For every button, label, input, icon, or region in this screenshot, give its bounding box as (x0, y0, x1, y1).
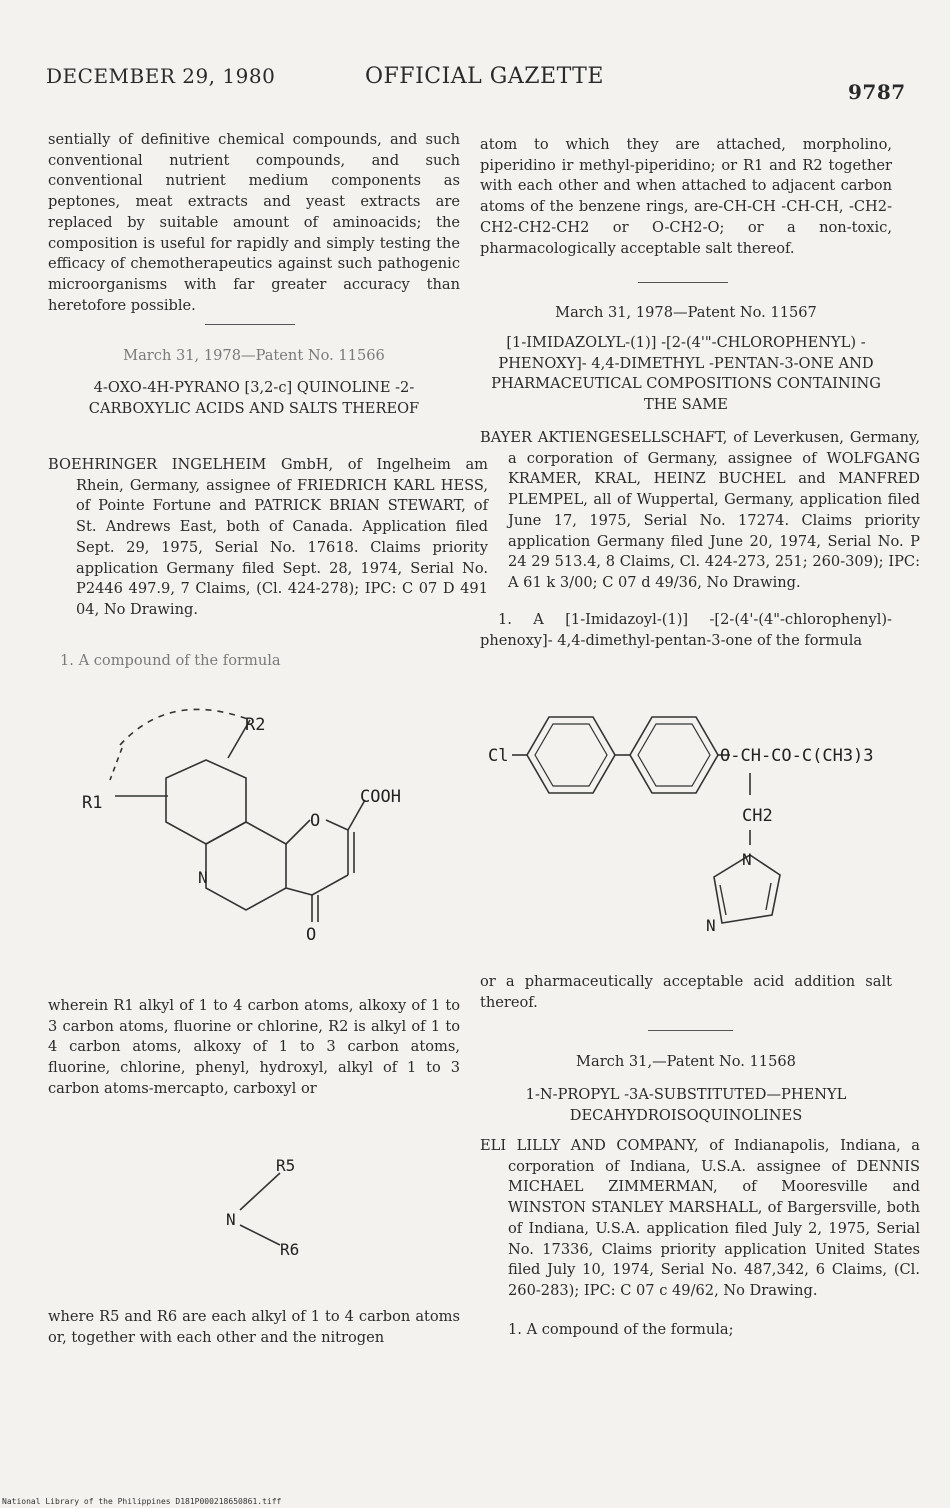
r1-label: R1 (82, 793, 103, 813)
left-intro-paragraph: sentially of definitive chemical compounds, and such conventional nutrient compounds, and such conventional nutrient medium components as peptones, meat extracts and yeast extracts are replaced by suitable amount of aminoacids; the composition is useful for rapidly and simply testing the efficacy of chemotherapeutics against such pathogenic microorganisms with far greater accuracy than heretofore possible. (48, 131, 460, 314)
patent-11566-claim-intro: 1. A compound of the formula (60, 652, 281, 669)
patent-11568-assignee: ELI LILLY AND COMPANY, of Indianapolis, Indiana, a corporation of Indiana, U.S.A. assignee of DENNIS MICHAEL ZIMMERMAN, of Mooresville and WINSTON STANLEY MARSHALL, of Bargersville, both of Indiana, U.S.A. application filed July 2, 1975, Serial No. 17336, Claims priority application United States filed July 10, 1974, Serial No. 487,342, 6 Claims, (Cl. 260-283); IPC: C 07 c 49/62, No Drawing. (480, 1137, 920, 1299)
scan-footer: National Library of the Philippines D181P000218650861.tiff (2, 1497, 282, 1506)
patent-11566-where-clause: where R5 and R6 are each alkyl of 1 to 4 carbon atoms or, together with each other and the nitrogen (48, 1308, 460, 1346)
patent-11568-date: March 31,—Patent No. 11568 (576, 1053, 796, 1070)
pyranoquinoline-structure-diagram (60, 690, 460, 950)
ketone-oxygen-label: O (306, 925, 317, 945)
patent-11566-date: March 31, 1978—Patent No. 11566 (123, 347, 385, 364)
chlorine-label: Cl (488, 746, 509, 766)
patent-11566-title: 4-OXO-4H-PYRANO [3,2-c] QUINOLINE -2-CARBOXYLIC ACIDS AND SALTS THEREOF (88, 379, 420, 417)
imidazolyl-biphenyl-structure-diagram (482, 705, 902, 940)
ring-nitrogen-label: N (198, 868, 208, 887)
section-divider (205, 324, 295, 325)
gazette-title: OFFICIAL GAZETTE (365, 64, 604, 89)
patent-11567-title: [1-IMIDAZOLYL-(1)] -[2-(4'"-CHLOROPHENYL) -PHENOXY]- 4,4-DIMETHYL -PENTAN-3-ONE AND PHARMACEUTICAL COMPOSITIONS CONTAINING THE SAME (491, 334, 881, 414)
r6-label: R6 (280, 1240, 300, 1259)
patent-11567-claim: 1. A [1-Imidazoyl-(1)] -[2-(4'-(4"-chlorophenyl)-phenoxy]- 4,4-dimethyl-pentan-3-one of the formula (480, 611, 892, 649)
side-chain-label: O-CH-CO-C(CH3)3 (720, 746, 874, 766)
patent-11566-assignee: BOEHRINGER INGELHEIM GmbH, of Ingelheim am Rhein, Germany, assignee of FRIEDRICH KARL HESS, of Pointe Fortune and PATRICK BRIAN STEWART, of St. Andrews East, both of Canada. Application filed Sept. 29, 1975, Serial No. 17618. Claims priority application Germany filed Sept. 28, 1974, Serial No. P2446 497.9, 7 Claims, (Cl. 424-278); IPC: C 07 D 491 04, No Drawing. (48, 456, 488, 618)
section-divider (648, 1030, 733, 1031)
header-date: DECEMBER 29, 1980 (46, 64, 276, 88)
amine-n-label: N (226, 1210, 236, 1229)
patent-11568-title: 1-N-PROPYL -3A-SUBSTITUTED—PHENYL DECAHYDROISOQUINOLINES (525, 1086, 847, 1124)
amine-substituent-diagram (210, 1155, 340, 1265)
right-continuation-paragraph: atom to which they are attached, morpholino, piperidino ir methyl-piperidino; or R1 and R2 together with each other and when attached to adjacent carbon atoms of the benzene rings, are-CH-CH -CH-CH, -CH2-CH2-CH2-CH2 or O-CH2-O; or a non-toxic, pharmacologically acceptable salt thereof. (480, 136, 892, 257)
page-number: 9787 (848, 80, 906, 104)
imidazole-n3-label: N (706, 916, 716, 935)
r2-label: R2 (245, 715, 266, 735)
patent-11568-claim-intro: 1. A compound of the formula; (508, 1321, 734, 1338)
section-divider (638, 282, 728, 283)
cooh-label: COOH (360, 787, 401, 807)
ring-oxygen-label: O (310, 811, 321, 831)
patent-11567-salt-clause: or a pharmaceutically acceptable acid addition salt thereof. (480, 973, 892, 1011)
patent-11567-date: March 31, 1978—Patent No. 11567 (555, 304, 817, 321)
imidazole-n1-label: N (742, 850, 752, 869)
patent-11567-assignee: BAYER AKTIENGESELLSCHAFT, of Leverkusen, Germany, a corporation of Germany, assignee of WOLFGANG KRAMER, KRAL, HEINZ BUCHEL and MANFRED PLEMPEL, all of Wuppertal, Germany, application filed June 17, 1975, Serial No. 17274. Claims priority application Germany filed June 20, 1974, Serial No. P 24 29 513.4, 8 Claims, Cl. 424-273, 251; 260-309); IPC: A 61 k 3/00; C 07 d 49/36, No Drawing. (480, 429, 920, 591)
ch2-label: CH2 (742, 806, 773, 826)
r5-label: R5 (276, 1156, 296, 1175)
patent-11566-substituent-definitions: wherein R1 alkyl of 1 to 4 carbon atoms, alkoxy of 1 to 3 carbon atoms, fluorine or chlorine, R2 is alkyl of 1 to 4 carbon atoms, alkoxy of 1 to 3 carbon atoms, fluorine, chlorine, phenyl, hydroxyl, alkyl of 1 to 3 carbon atoms-mercapto, carboxyl or (48, 997, 460, 1097)
